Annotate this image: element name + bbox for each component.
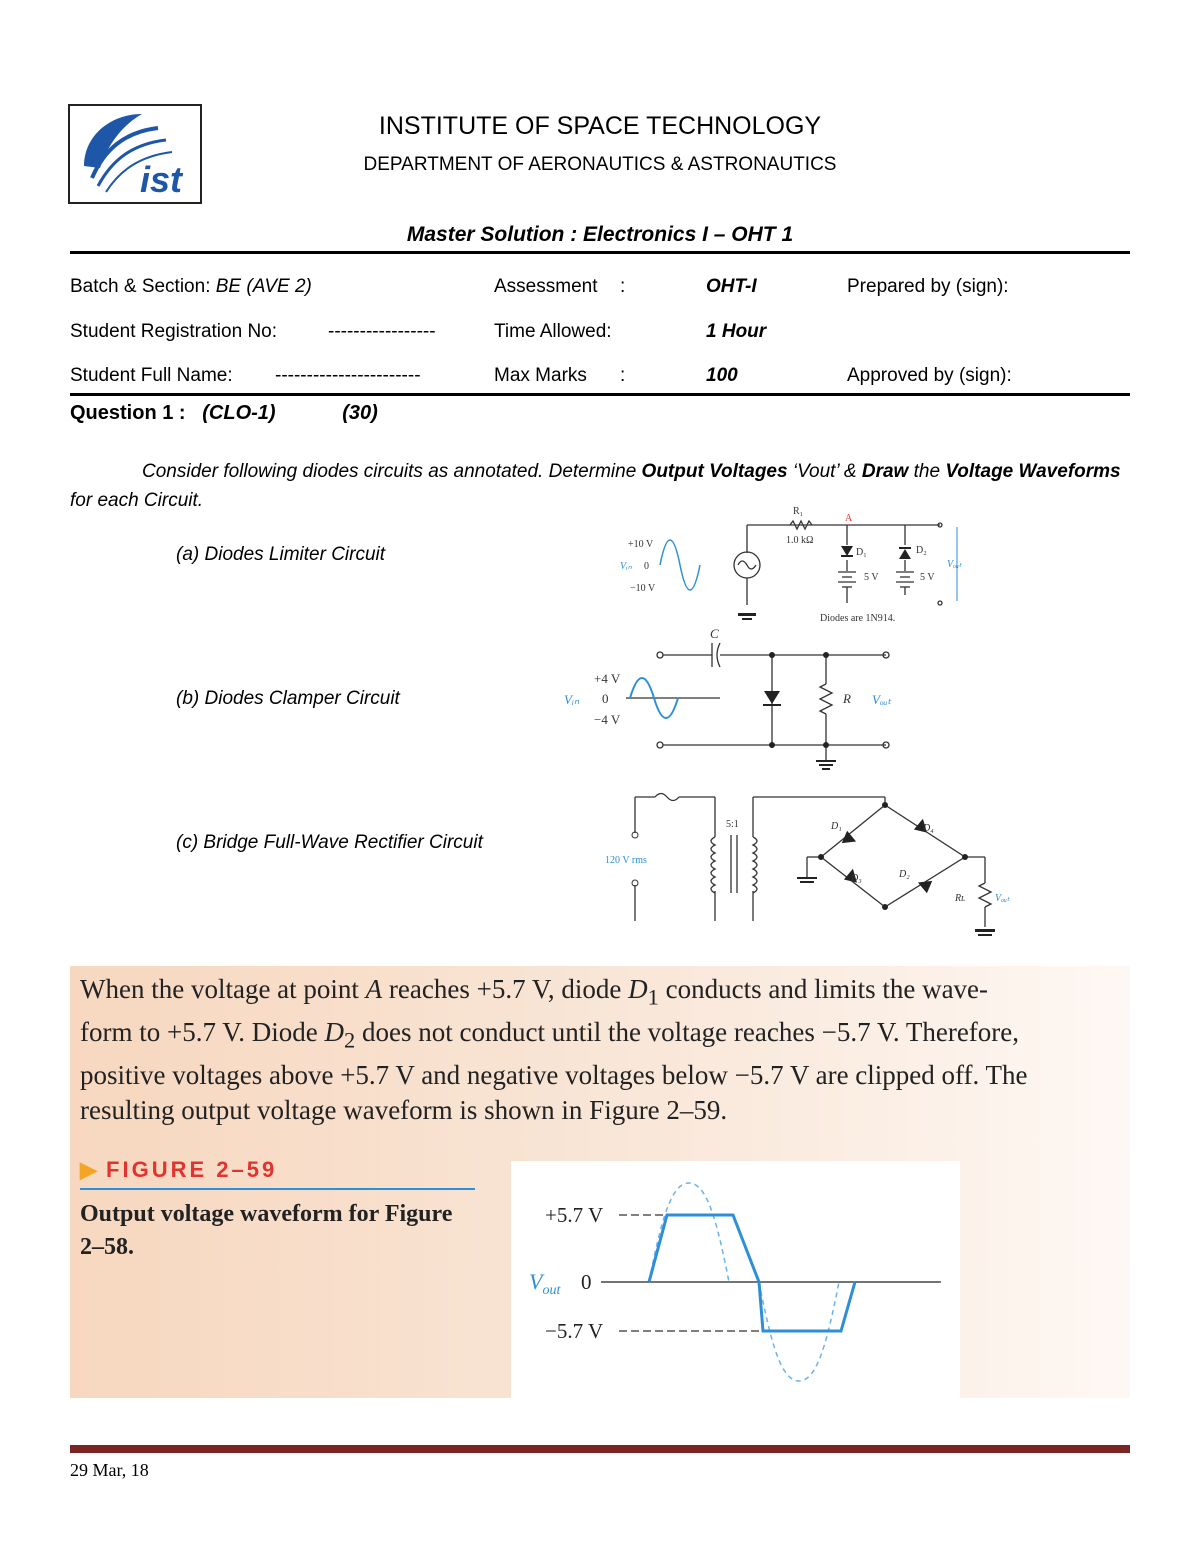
source-label: 120 V rms [605,855,647,866]
marks-label: Max Marks [494,365,587,386]
approved-label: Approved by (sign): [847,365,1012,386]
figure-label: ▶ FIGURE 2–59 [80,1157,278,1182]
clamper-diode-icon [764,691,780,704]
resistor-value: 1.0 kΩ [786,535,814,546]
output-waveform-graph [511,1161,960,1398]
turns-ratio: 5:1 [726,819,739,830]
bridge-rectifier-diagram [595,785,1035,940]
assessment-value: OHT-I [706,276,757,297]
battery1-label: 5 V [864,572,879,583]
marks-value: 100 [706,365,738,386]
vin-zero-label: 0 [602,691,609,706]
d1-label: D₁ [856,547,867,558]
question-heading: Question 1 : (CLO-1) (30) [70,402,378,424]
question-instruction: Consider following diodes circuits as annotated. Determine Output Voltages ‘Vout’ & Draw the Voltage Waveforms for each Circuit. [70,461,1121,511]
part-c-label: (c) Bridge Full-Wave Rectifier Circuit [176,832,483,853]
resistor-label: R [843,691,851,706]
d1-label: D₁ [831,821,842,832]
vout-label: Vₒᵤₜ [872,692,892,707]
vin-pos-label: +4 V [594,671,621,686]
assessment-label: Assessment [494,276,598,297]
name-label: Student Full Name: [70,365,233,386]
diode-note: Diodes are 1N914. [820,613,896,624]
capacitor-label: C [710,628,719,641]
marks-colon: : [620,365,626,386]
header-divider [70,251,1130,254]
vout-axis-label: $V_{out}$ [529,1269,561,1298]
zero-label: 0 [581,1270,592,1294]
diode-d2-icon [918,875,936,893]
diode-d2-icon [899,549,911,559]
pos-level-label: +5.7 V [545,1203,604,1227]
figure-caption: Output voltage waveform for Figure 2–58. [80,1201,453,1260]
prepared-label: Prepared by (sign): [847,276,1009,297]
diode-d1-icon [841,546,853,556]
solution-text: When the voltage at point A reaches +5.7 V, diode $D_1$ conducts and limits the wave- form to +5.7 V. Diode $D_2$ does not conduct until the voltage reaches −5.7 V. Therefore, positive voltages above +5.7 V and negative voltages below −5.7 V are clipped off. The resulting output voltage waveform is shown in Figure 2–59. [80,974,1028,1126]
vin-label: Vᵢₙ [564,692,580,707]
name-blank: ----------------------- [275,365,421,386]
vout-label: Vₒᵤₜ [947,559,962,570]
rl-label: Rʟ [955,893,966,904]
resistor-label: R₁ [793,506,804,517]
logo-text: ist [140,159,183,200]
vin-neg-label: −10 V [630,583,656,594]
batch-row: Batch & Section: BE (AVE 2) [70,276,312,297]
part-a-label: (a) Diodes Limiter Circuit [176,544,386,565]
assessment-colon: : [620,276,626,297]
registration-label: Student Registration No: [70,321,278,342]
d4-label: D₄ [923,823,934,834]
part-b-label: (b) Diodes Clamper Circuit [176,688,400,709]
d3-label: D₃ [851,873,862,884]
figure-divider [80,1188,475,1190]
vin-label: Vᵢₙ [620,561,632,572]
institute-name: INSTITUTE OF SPACE TECHNOLOGY [378,112,822,140]
vin-neg-label: −4 V [594,712,621,727]
page-title: Master Solution : Electronics I – OHT 1 [406,223,794,246]
node-a-label: A [845,513,853,524]
limiter-circuit-diagram [610,505,980,625]
d2-label: D₂ [916,545,927,556]
diode-d1-icon [838,831,856,849]
triangle-icon: ▶ [80,1157,97,1182]
vin-pos-label: +10 V [628,539,654,550]
time-label: Time Allowed: [494,321,612,342]
ground-icon [816,760,836,770]
ground-icon [975,929,995,936]
ground-icon [738,613,756,620]
clipped-waveform [649,1215,855,1331]
footer-bar [70,1445,1130,1453]
footer-date: 29 Mar, 18 [70,1460,149,1480]
info-divider [70,393,1130,396]
neg-level-label: −5.7 V [545,1319,604,1343]
vin-zero-label: 0 [644,561,649,572]
vout-label: Vₒᵤₜ [995,893,1010,904]
battery2-label: 5 V [920,572,935,583]
time-value: 1 Hour [706,321,767,342]
clamper-circuit-diagram [560,628,910,773]
department-name: DEPARTMENT OF AERONAUTICS & ASTRONAUTICS [363,154,837,175]
d2-label: D₂ [899,869,910,880]
registration-blank: ----------------- [328,321,436,342]
ground-icon [797,877,817,883]
